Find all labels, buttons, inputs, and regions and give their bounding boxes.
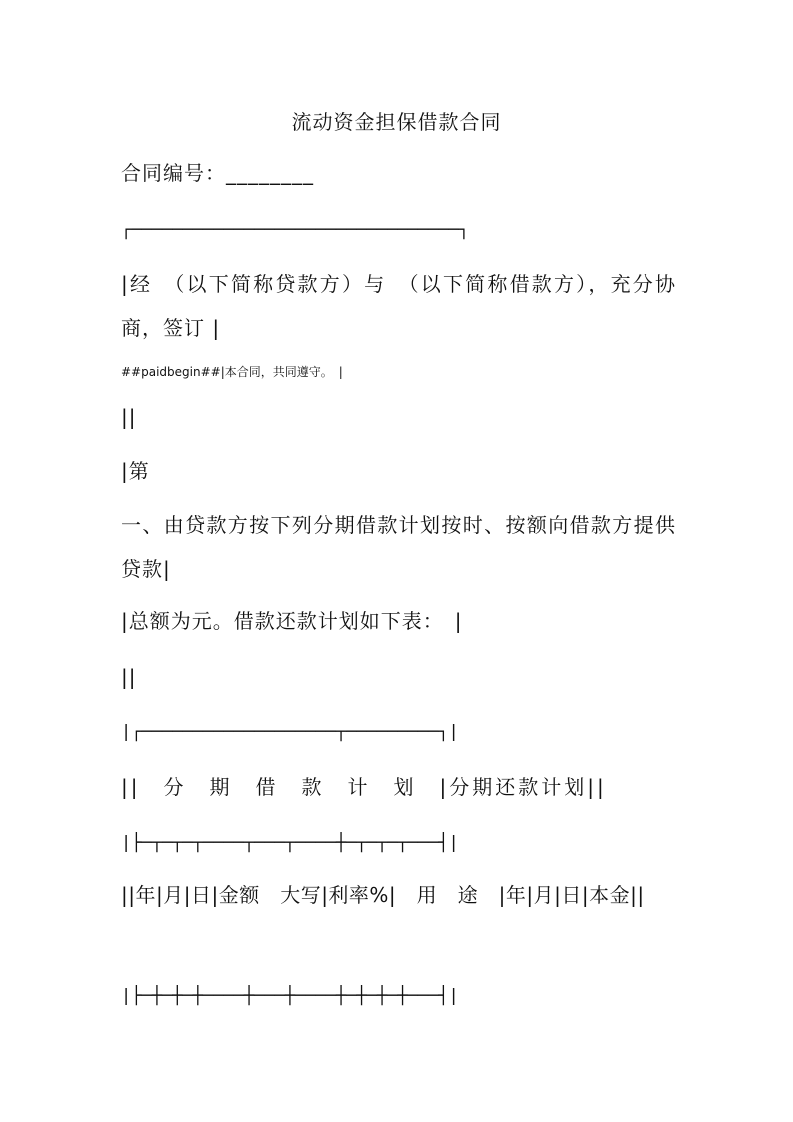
paid-marker-line: ##paidbegin##|本合同，共同遵守。 | [121, 365, 343, 379]
box-top-border: ┌────────────────────────────────┐ [121, 220, 469, 240]
table-divider: |├─┬─┬─┬────┬───┬────┼─┬─┬─┬───┤| [121, 833, 459, 853]
blank-row: || [121, 405, 137, 429]
document-title: 流动资金担保借款合同 [291, 110, 502, 134]
clause-one-paragraph: 一、由贷款方按下列分期借款计划按时、按额向借款方提供贷款| [121, 513, 676, 581]
article-label: |第 [121, 459, 150, 483]
table-top-border: |┌───────────────────┬─────────┐| [121, 722, 459, 742]
blank-row: || [121, 665, 137, 689]
contract-number-line: 合同编号：________ [121, 161, 314, 185]
intro-paragraph: |经 （以下简称贷款方）与 （以下简称借款方），充分协商，签订 | [121, 272, 676, 340]
table-columns-row: ||年|月|日|金额 大写|利率%| 用 途 |年|月|日|本金|| [121, 883, 645, 907]
total-amount-line: |总额为元。借款还款计划如下表： | [121, 609, 463, 633]
table-header-row: || 分 期 借 款 计 划 |分期还款计划|| [121, 775, 607, 799]
table-divider: |├─┼─┼─┼────┼───┼────┼─┼─┼─┼───┤| [121, 986, 459, 1006]
